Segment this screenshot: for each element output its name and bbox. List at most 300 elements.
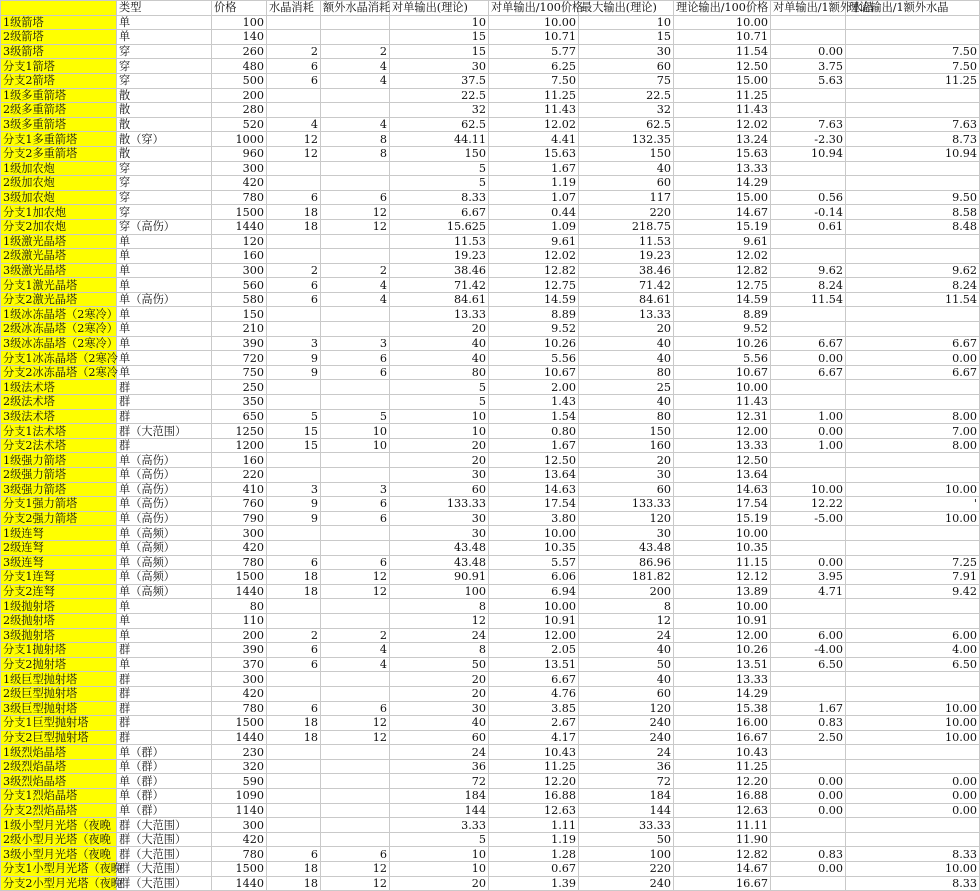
- cell-col-0[interactable]: 3级连弩: [1, 555, 117, 570]
- cell-col-6[interactable]: 1.39: [489, 876, 579, 891]
- cell-col-3[interactable]: [267, 468, 321, 483]
- cell-col-5[interactable]: 71.42: [390, 278, 489, 293]
- cell-col-5[interactable]: 144: [390, 803, 489, 818]
- cell-col-10[interactable]: 10.00: [846, 730, 980, 745]
- cell-col-2[interactable]: 780: [212, 847, 267, 862]
- cell-col-2[interactable]: 590: [212, 774, 267, 789]
- cell-col-9[interactable]: [771, 526, 846, 541]
- cell-col-4[interactable]: 6: [321, 701, 390, 716]
- cell-col-5[interactable]: 150: [390, 146, 489, 161]
- cell-col-7[interactable]: 120: [579, 511, 674, 526]
- cell-col-2[interactable]: 300: [212, 526, 267, 541]
- cell-col-7[interactable]: 25: [579, 380, 674, 395]
- cell-col-1[interactable]: 单: [117, 628, 212, 643]
- cell-col-5[interactable]: 对单输出(理论): [390, 1, 489, 16]
- cell-col-0[interactable]: 3级法术塔: [1, 409, 117, 424]
- cell-col-4[interactable]: 12: [321, 730, 390, 745]
- cell-col-0[interactable]: 分支2烈焰晶塔: [1, 803, 117, 818]
- cell-col-8[interactable]: 15.19: [674, 511, 771, 526]
- cell-col-4[interactable]: 6: [321, 511, 390, 526]
- cell-col-9[interactable]: 0.00: [771, 862, 846, 877]
- cell-col-5[interactable]: 40: [390, 351, 489, 366]
- cell-col-0[interactable]: 分支2激光晶塔: [1, 292, 117, 307]
- cell-col-9[interactable]: 11.54: [771, 292, 846, 307]
- cell-col-0[interactable]: 分支1多重箭塔: [1, 132, 117, 147]
- cell-col-8[interactable]: 12.20: [674, 774, 771, 789]
- cell-col-6[interactable]: 10.71: [489, 30, 579, 45]
- cell-col-9[interactable]: [771, 380, 846, 395]
- cell-col-5[interactable]: 22.5: [390, 88, 489, 103]
- cell-col-3[interactable]: [267, 745, 321, 760]
- cell-col-4[interactable]: 8: [321, 146, 390, 161]
- cell-col-7[interactable]: 12: [579, 613, 674, 628]
- cell-col-2[interactable]: 790: [212, 511, 267, 526]
- cell-col-4[interactable]: [321, 15, 390, 30]
- cell-col-8[interactable]: 12.02: [674, 249, 771, 264]
- cell-col-9[interactable]: 12.22: [771, 497, 846, 512]
- cell-col-0[interactable]: 2级烈焰晶塔: [1, 759, 117, 774]
- cell-col-5[interactable]: 8: [390, 643, 489, 658]
- cell-col-7[interactable]: 43.48: [579, 540, 674, 555]
- cell-col-10[interactable]: [846, 103, 980, 118]
- cell-col-1[interactable]: 群（大范围）: [117, 832, 212, 847]
- cell-col-8[interactable]: 15.00: [674, 73, 771, 88]
- cell-col-3[interactable]: 18: [267, 730, 321, 745]
- cell-col-5[interactable]: 30: [390, 511, 489, 526]
- cell-col-1[interactable]: 单（高频）: [117, 526, 212, 541]
- cell-col-0[interactable]: 分支1小型月光塔（夜晚: [1, 862, 117, 877]
- cell-col-9[interactable]: 1.00: [771, 438, 846, 453]
- cell-col-4[interactable]: [321, 745, 390, 760]
- cell-col-8[interactable]: 13.24: [674, 132, 771, 147]
- cell-col-8[interactable]: 13.89: [674, 584, 771, 599]
- cell-col-4[interactable]: 12: [321, 205, 390, 220]
- cell-col-9[interactable]: [771, 88, 846, 103]
- cell-col-7[interactable]: 50: [579, 832, 674, 847]
- cell-col-9[interactable]: [771, 453, 846, 468]
- cell-col-2[interactable]: 410: [212, 482, 267, 497]
- cell-col-1[interactable]: 单（高伤）: [117, 482, 212, 497]
- cell-col-4[interactable]: 6: [321, 351, 390, 366]
- cell-col-8[interactable]: 14.67: [674, 205, 771, 220]
- cell-col-1[interactable]: 单: [117, 263, 212, 278]
- cell-col-6[interactable]: 1.67: [489, 161, 579, 176]
- cell-col-0[interactable]: 2级冰冻晶塔（2寒冷）: [1, 322, 117, 337]
- cell-col-4[interactable]: [321, 468, 390, 483]
- cell-col-8[interactable]: 15.38: [674, 701, 771, 716]
- cell-col-1[interactable]: 单（高频）: [117, 540, 212, 555]
- cell-col-0[interactable]: 3级多重箭塔: [1, 117, 117, 132]
- cell-col-5[interactable]: 38.46: [390, 263, 489, 278]
- cell-col-1[interactable]: 穿: [117, 176, 212, 191]
- cell-col-4[interactable]: [321, 789, 390, 804]
- cell-col-10[interactable]: [846, 322, 980, 337]
- cell-col-9[interactable]: 2.50: [771, 730, 846, 745]
- cell-col-7[interactable]: 13.33: [579, 307, 674, 322]
- cell-col-4[interactable]: 12: [321, 876, 390, 891]
- cell-col-9[interactable]: [771, 468, 846, 483]
- cell-col-8[interactable]: 10.00: [674, 380, 771, 395]
- cell-col-4[interactable]: 2: [321, 263, 390, 278]
- cell-col-3[interactable]: [267, 672, 321, 687]
- cell-col-3[interactable]: 4: [267, 117, 321, 132]
- cell-col-7[interactable]: 24: [579, 628, 674, 643]
- cell-col-6[interactable]: 14.63: [489, 482, 579, 497]
- cell-col-7[interactable]: 60: [579, 482, 674, 497]
- cell-col-6[interactable]: 10.43: [489, 745, 579, 760]
- cell-col-8[interactable]: 11.15: [674, 555, 771, 570]
- cell-col-3[interactable]: 6: [267, 59, 321, 74]
- cell-col-4[interactable]: 6: [321, 365, 390, 380]
- cell-col-8[interactable]: 9.61: [674, 234, 771, 249]
- cell-col-8[interactable]: 14.29: [674, 176, 771, 191]
- cell-col-3[interactable]: 12: [267, 146, 321, 161]
- cell-col-8[interactable]: 8.89: [674, 307, 771, 322]
- cell-col-2[interactable]: 1440: [212, 876, 267, 891]
- cell-col-4[interactable]: 4: [321, 117, 390, 132]
- cell-col-5[interactable]: 80: [390, 365, 489, 380]
- cell-col-8[interactable]: 12.12: [674, 570, 771, 585]
- cell-col-10[interactable]: 8.48: [846, 219, 980, 234]
- cell-col-1[interactable]: 单: [117, 30, 212, 45]
- cell-col-10[interactable]: 10.00: [846, 716, 980, 731]
- cell-col-5[interactable]: 40: [390, 716, 489, 731]
- cell-col-7[interactable]: 240: [579, 716, 674, 731]
- cell-col-2[interactable]: 390: [212, 643, 267, 658]
- cell-col-1[interactable]: 单（高频）: [117, 584, 212, 599]
- cell-col-1[interactable]: 群（大范围）: [117, 847, 212, 862]
- cell-col-2[interactable]: 1250: [212, 424, 267, 439]
- cell-col-8[interactable]: 15.19: [674, 219, 771, 234]
- cell-col-10[interactable]: 11.25: [846, 73, 980, 88]
- cell-col-6[interactable]: 6.67: [489, 672, 579, 687]
- cell-col-1[interactable]: 单: [117, 365, 212, 380]
- cell-col-8[interactable]: 12.00: [674, 628, 771, 643]
- cell-col-3[interactable]: 2: [267, 263, 321, 278]
- cell-col-0[interactable]: 3级烈焰晶塔: [1, 774, 117, 789]
- cell-col-5[interactable]: 100: [390, 584, 489, 599]
- cell-col-3[interactable]: 18: [267, 570, 321, 585]
- cell-col-0[interactable]: 分支2加农炮: [1, 219, 117, 234]
- cell-col-4[interactable]: [321, 395, 390, 410]
- cell-col-3[interactable]: 3: [267, 482, 321, 497]
- cell-col-5[interactable]: 60: [390, 730, 489, 745]
- cell-col-9[interactable]: 0.00: [771, 774, 846, 789]
- cell-col-0[interactable]: 分支1激光晶塔: [1, 278, 117, 293]
- cell-col-3[interactable]: [267, 818, 321, 833]
- cell-col-0[interactable]: 2级小型月光塔（夜晚: [1, 832, 117, 847]
- cell-col-9[interactable]: [771, 745, 846, 760]
- cell-col-4[interactable]: [321, 249, 390, 264]
- cell-col-3[interactable]: 15: [267, 424, 321, 439]
- cell-col-4[interactable]: 2: [321, 44, 390, 59]
- cell-col-8[interactable]: 10.26: [674, 336, 771, 351]
- cell-col-8[interactable]: 13.33: [674, 438, 771, 453]
- cell-col-2[interactable]: 1200: [212, 438, 267, 453]
- cell-col-6[interactable]: 12.63: [489, 803, 579, 818]
- cell-col-0[interactable]: 1级强力箭塔: [1, 453, 117, 468]
- cell-col-0[interactable]: 1级法术塔: [1, 380, 117, 395]
- cell-col-7[interactable]: 120: [579, 701, 674, 716]
- cell-col-5[interactable]: 10: [390, 847, 489, 862]
- cell-col-5[interactable]: 20: [390, 876, 489, 891]
- cell-col-1[interactable]: 单（高频）: [117, 570, 212, 585]
- cell-col-1[interactable]: 群: [117, 643, 212, 658]
- cell-col-10[interactable]: [846, 307, 980, 322]
- cell-col-0[interactable]: [1, 1, 117, 16]
- cell-col-7[interactable]: 10: [579, 15, 674, 30]
- cell-col-7[interactable]: 75: [579, 73, 674, 88]
- cell-col-4[interactable]: 4: [321, 292, 390, 307]
- cell-col-2[interactable]: 300: [212, 672, 267, 687]
- cell-col-9[interactable]: -2.30: [771, 132, 846, 147]
- cell-col-4[interactable]: 5: [321, 409, 390, 424]
- cell-col-0[interactable]: 1级冰冻晶塔（2寒冷）: [1, 307, 117, 322]
- cell-col-1[interactable]: 单: [117, 351, 212, 366]
- cell-col-1[interactable]: 类型: [117, 1, 212, 16]
- cell-col-5[interactable]: 20: [390, 438, 489, 453]
- cell-col-1[interactable]: 单（高频）: [117, 555, 212, 570]
- cell-col-1[interactable]: 群: [117, 395, 212, 410]
- cell-col-8[interactable]: 11.90: [674, 832, 771, 847]
- cell-col-3[interactable]: 9: [267, 497, 321, 512]
- cell-col-3[interactable]: 15: [267, 438, 321, 453]
- cell-col-7[interactable]: 36: [579, 759, 674, 774]
- cell-col-7[interactable]: 181.82: [579, 570, 674, 585]
- cell-col-0[interactable]: 3级激光晶塔: [1, 263, 117, 278]
- cell-col-2[interactable]: 160: [212, 453, 267, 468]
- cell-col-4[interactable]: [321, 234, 390, 249]
- cell-col-8[interactable]: 12.00: [674, 424, 771, 439]
- cell-col-6[interactable]: 5.56: [489, 351, 579, 366]
- cell-col-7[interactable]: 40: [579, 161, 674, 176]
- cell-col-10[interactable]: [846, 161, 980, 176]
- cell-col-6[interactable]: 11.43: [489, 103, 579, 118]
- cell-col-10[interactable]: 7.50: [846, 44, 980, 59]
- cell-col-10[interactable]: [846, 234, 980, 249]
- cell-col-5[interactable]: 3.33: [390, 818, 489, 833]
- cell-col-7[interactable]: 40: [579, 395, 674, 410]
- cell-col-10[interactable]: 0.00: [846, 803, 980, 818]
- cell-col-10[interactable]: 8.58: [846, 205, 980, 220]
- cell-col-2[interactable]: 390: [212, 336, 267, 351]
- cell-col-6[interactable]: 4.41: [489, 132, 579, 147]
- cell-col-3[interactable]: [267, 453, 321, 468]
- cell-col-1[interactable]: 群（大范围）: [117, 818, 212, 833]
- cell-col-3[interactable]: 9: [267, 365, 321, 380]
- cell-col-4[interactable]: 3: [321, 336, 390, 351]
- cell-col-1[interactable]: 单: [117, 613, 212, 628]
- cell-col-10[interactable]: 10.94: [846, 146, 980, 161]
- cell-col-2[interactable]: 960: [212, 146, 267, 161]
- cell-col-8[interactable]: 理论输出/100价格: [674, 1, 771, 16]
- cell-col-7[interactable]: 50: [579, 657, 674, 672]
- cell-col-4[interactable]: [321, 759, 390, 774]
- cell-col-10[interactable]: 理论输出/1额外水晶: [846, 1, 980, 16]
- cell-col-1[interactable]: 群（大范围）: [117, 424, 212, 439]
- cell-col-4[interactable]: [321, 30, 390, 45]
- cell-col-2[interactable]: 160: [212, 249, 267, 264]
- cell-col-1[interactable]: 单（群）: [117, 774, 212, 789]
- cell-col-8[interactable]: 12.63: [674, 803, 771, 818]
- cell-col-4[interactable]: [321, 599, 390, 614]
- cell-col-2[interactable]: 100: [212, 15, 267, 30]
- cell-col-8[interactable]: 14.29: [674, 686, 771, 701]
- cell-col-2[interactable]: 200: [212, 628, 267, 643]
- cell-col-3[interactable]: 3: [267, 336, 321, 351]
- cell-col-4[interactable]: [321, 161, 390, 176]
- cell-col-3[interactable]: 9: [267, 351, 321, 366]
- cell-col-9[interactable]: [771, 832, 846, 847]
- cell-col-10[interactable]: 0.00: [846, 774, 980, 789]
- cell-col-8[interactable]: 16.67: [674, 876, 771, 891]
- cell-col-10[interactable]: [846, 613, 980, 628]
- cell-col-5[interactable]: 84.61: [390, 292, 489, 307]
- cell-col-2[interactable]: 220: [212, 468, 267, 483]
- cell-col-1[interactable]: 穿: [117, 59, 212, 74]
- cell-col-0[interactable]: 2级连弩: [1, 540, 117, 555]
- cell-col-6[interactable]: 1.28: [489, 847, 579, 862]
- cell-col-9[interactable]: -4.00: [771, 643, 846, 658]
- cell-col-6[interactable]: 5.77: [489, 44, 579, 59]
- cell-col-7[interactable]: 40: [579, 351, 674, 366]
- cell-col-1[interactable]: 散: [117, 88, 212, 103]
- cell-col-10[interactable]: 7.00: [846, 424, 980, 439]
- cell-col-7[interactable]: 84.61: [579, 292, 674, 307]
- cell-col-1[interactable]: 穿: [117, 44, 212, 59]
- cell-col-3[interactable]: 6: [267, 190, 321, 205]
- cell-col-10[interactable]: [846, 686, 980, 701]
- cell-col-10[interactable]: [846, 540, 980, 555]
- cell-col-1[interactable]: 单: [117, 249, 212, 264]
- cell-col-4[interactable]: [321, 88, 390, 103]
- cell-col-2[interactable]: 580: [212, 292, 267, 307]
- cell-col-5[interactable]: 30: [390, 701, 489, 716]
- cell-col-10[interactable]: [846, 88, 980, 103]
- cell-col-7[interactable]: 最大输出(理论): [579, 1, 674, 16]
- cell-col-2[interactable]: 140: [212, 30, 267, 45]
- cell-col-7[interactable]: 80: [579, 409, 674, 424]
- cell-col-9[interactable]: [771, 686, 846, 701]
- cell-col-1[interactable]: 群（大范围）: [117, 862, 212, 877]
- cell-col-9[interactable]: 10.94: [771, 146, 846, 161]
- cell-col-7[interactable]: 144: [579, 803, 674, 818]
- cell-col-6[interactable]: 3.85: [489, 701, 579, 716]
- cell-col-7[interactable]: 40: [579, 643, 674, 658]
- cell-col-1[interactable]: 单（高伤）: [117, 511, 212, 526]
- cell-col-8[interactable]: 10.43: [674, 745, 771, 760]
- cell-col-1[interactable]: 群: [117, 686, 212, 701]
- cell-col-10[interactable]: [846, 453, 980, 468]
- cell-col-4[interactable]: [321, 380, 390, 395]
- cell-col-0[interactable]: 分支1强力箭塔: [1, 497, 117, 512]
- cell-col-8[interactable]: 14.59: [674, 292, 771, 307]
- cell-col-9[interactable]: [771, 672, 846, 687]
- cell-col-6[interactable]: 13.51: [489, 657, 579, 672]
- cell-col-0[interactable]: 分支2巨型抛射塔: [1, 730, 117, 745]
- cell-col-1[interactable]: 单（高伤）: [117, 453, 212, 468]
- cell-col-10[interactable]: [846, 745, 980, 760]
- cell-col-8[interactable]: 11.43: [674, 103, 771, 118]
- cell-col-8[interactable]: 12.50: [674, 453, 771, 468]
- cell-col-6[interactable]: 4.76: [489, 686, 579, 701]
- cell-col-1[interactable]: 群: [117, 409, 212, 424]
- cell-col-4[interactable]: [321, 307, 390, 322]
- cell-col-4[interactable]: 4: [321, 643, 390, 658]
- cell-col-5[interactable]: 30: [390, 526, 489, 541]
- cell-col-10[interactable]: 11.54: [846, 292, 980, 307]
- cell-col-1[interactable]: 穿: [117, 73, 212, 88]
- cell-col-3[interactable]: [267, 759, 321, 774]
- cell-col-9[interactable]: 0.00: [771, 803, 846, 818]
- cell-col-5[interactable]: 5: [390, 176, 489, 191]
- cell-col-3[interactable]: [267, 380, 321, 395]
- cell-col-7[interactable]: 100: [579, 847, 674, 862]
- cell-col-8[interactable]: 11.25: [674, 759, 771, 774]
- cell-col-7[interactable]: 62.5: [579, 117, 674, 132]
- cell-col-5[interactable]: 15: [390, 44, 489, 59]
- cell-col-4[interactable]: 额外水晶消耗: [321, 1, 390, 16]
- cell-col-3[interactable]: 18: [267, 876, 321, 891]
- cell-col-3[interactable]: 6: [267, 643, 321, 658]
- cell-col-5[interactable]: 44.11: [390, 132, 489, 147]
- cell-col-2[interactable]: 230: [212, 745, 267, 760]
- cell-col-0[interactable]: 2级强力箭塔: [1, 468, 117, 483]
- cell-col-8[interactable]: 11.25: [674, 88, 771, 103]
- cell-col-5[interactable]: 36: [390, 759, 489, 774]
- cell-col-6[interactable]: 0.67: [489, 862, 579, 877]
- cell-col-6[interactable]: 1.67: [489, 438, 579, 453]
- cell-col-4[interactable]: [321, 818, 390, 833]
- cell-col-4[interactable]: 6: [321, 555, 390, 570]
- cell-col-9[interactable]: [771, 818, 846, 833]
- cell-col-8[interactable]: 14.67: [674, 862, 771, 877]
- cell-col-8[interactable]: 10.71: [674, 30, 771, 45]
- cell-col-2[interactable]: 350: [212, 395, 267, 410]
- cell-col-5[interactable]: 19.23: [390, 249, 489, 264]
- cell-col-9[interactable]: [771, 540, 846, 555]
- cell-col-2[interactable]: 300: [212, 161, 267, 176]
- cell-col-7[interactable]: 80: [579, 365, 674, 380]
- cell-col-8[interactable]: 15.63: [674, 146, 771, 161]
- cell-col-4[interactable]: 2: [321, 628, 390, 643]
- cell-col-5[interactable]: 5: [390, 161, 489, 176]
- cell-col-1[interactable]: 单（高伤）: [117, 468, 212, 483]
- cell-col-7[interactable]: 40: [579, 336, 674, 351]
- cell-col-8[interactable]: 15.00: [674, 190, 771, 205]
- cell-col-7[interactable]: 220: [579, 205, 674, 220]
- cell-col-0[interactable]: 3级小型月光塔（夜晚: [1, 847, 117, 862]
- cell-col-6[interactable]: 1.43: [489, 395, 579, 410]
- cell-col-6[interactable]: 0.44: [489, 205, 579, 220]
- cell-col-10[interactable]: [846, 526, 980, 541]
- cell-col-6[interactable]: 1.54: [489, 409, 579, 424]
- cell-col-4[interactable]: 3: [321, 482, 390, 497]
- cell-col-4[interactable]: 12: [321, 219, 390, 234]
- cell-col-0[interactable]: 1级小型月光塔（夜晚: [1, 818, 117, 833]
- cell-col-4[interactable]: [321, 453, 390, 468]
- cell-col-5[interactable]: 30: [390, 468, 489, 483]
- cell-col-1[interactable]: 单: [117, 307, 212, 322]
- cell-col-9[interactable]: [771, 322, 846, 337]
- cell-col-7[interactable]: 133.33: [579, 497, 674, 512]
- cell-col-2[interactable]: 760: [212, 497, 267, 512]
- cell-col-5[interactable]: 13.33: [390, 307, 489, 322]
- cell-col-0[interactable]: 分支2冰冻晶塔（2寒冷: [1, 365, 117, 380]
- cell-col-6[interactable]: 6.94: [489, 584, 579, 599]
- cell-col-0[interactable]: 2级加农炮: [1, 176, 117, 191]
- cell-col-8[interactable]: 13.51: [674, 657, 771, 672]
